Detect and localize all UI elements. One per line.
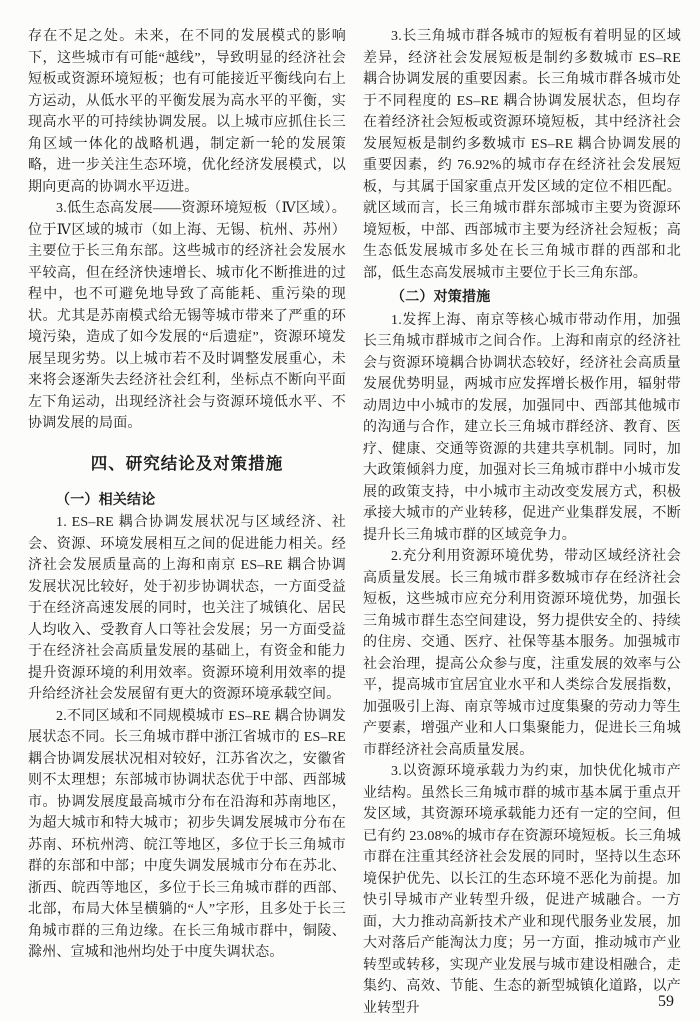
paragraph-item3-low-eco-high-dev: 3.低生态高发展——资源环境短板（Ⅳ区域）。位于Ⅳ区域的城市（如上海、无锡、杭州、苏州）主要位于长三角东部。这些城市的经济社会发展水平较高，但在经济快速增长、城市化不断推进的过程中，也不可避免地导致了高能耗、重污染的现状。尤其是苏南模式给无锡等城市带来了严重的环境污染，造成了如今发展的“后遗症”，资源环境发展呈现劣势。以上城市若不及时调整发展重心，未来将会逐渐失去经济社会红利，坐标点不断向平面左下角运动，出现经济社会与资源环境低水平、不协调发展的局面。 — [28, 201, 346, 431]
page-number: 59 — [658, 993, 674, 1010]
paragraph-measure-2: 2.充分利用资源环境优势，带动区域经济社会高质量发展。长三角城市群多数城市存在经济社会短板，这些城市应充分利用资源环境优势，加强长三角城市群生态空间建设，努力提供安全的、持续的住房、交通、医疗、社保等基本服务。加强城市社会治理，提高公众参与度，注重发展的效率与公平，提高城市宜居宜业水平和人类综合发展指数，加强吸引上海、南京等城市过度集聚的劳动力等生产要素，增强产业和人口集聚能力，促进长三角城市群经济社会高质量发展。 — [363, 549, 681, 758]
right-column — [363, 26, 681, 1019]
paragraph-conclusion-3: 3.长三角城市群各城市的短板有着明显的区域差异，经济社会发展短板是制约多数城市 ES–RE 耦合协调发展的重要因素。长三角城市群各城市处于不同程度的 ES–RE 耦合协调发展状态，但均存在着经济社会短板或资源环境短板，其中经济社会发展短板是制约多数城市 ES–RE 耦合协调发展的重要因素，约 76.92%的城市存在经济社会发展短板，与其属于国家重点开发区域的定位不相匹配。就区域而言，长三角城市群东部城市主要为资源环境短板，中部、西部城市主要为经济社会短板；高生态低发展城市多处在长三角城市群的西部和北部，低生态高发展城市主要位于长三角东部。 — [363, 29, 681, 281]
subsection-heading-countermeasures: （二）对策措施 — [391, 288, 491, 304]
subsection-heading-related-conclusions: （一）相关结论 — [56, 490, 156, 507]
section-heading-conclusions-and-measures: 四、研究结论及对策措施 — [90, 454, 284, 473]
paragraph-conclusion-1: 1. ES–RE 耦合协调发展状况与区域经济、社会、资源、环境发展相互之间的促进能力相关。经济社会发展质量高的上海和南京 ES–RE 耦合协调发展状况比较好，处于初步协调状态，一方面受益于在经济高速发展的同时，也关注了城镇化、居民人均收入、受教育人口等社会发展；另一方面受益于在经济社会高质量发展的基础上，有资金和能力提升资源环境的利用效率。资源环境利用效率的提升给经济社会发展留有更大的资源环境承载空间。 — [28, 515, 346, 702]
paragraph-conclusion-2: 2.不同区域和不同规模城市 ES–RE 耦合协调发展状态不同。长三角城市群中浙江省城市的 ES–RE 耦合协调发展状况相对较好，江苏省次之，安徽省则不太理想；东部城市协调状态优于中部、西部城市。协调发展度最高城市分布在沿海和苏南地区，为超大城市和特大城市；初步失调发展城市分布在苏南、环杭州湾、皖江等地区，多位于长三角城市群的东部和中部；中度失调发展城市分布在苏北、浙西、皖西等地区，多位于长三角城市群的西部、北部，布局大体呈横躺的“人”字形，且多处于长三角城市群的三角边缘。在长三角城市群中，铜陵、滁州、宣城和池州均处于中度失调状态。 — [28, 708, 346, 960]
paragraph-continuation: 存在不足之处。未来，在不同的发展模式的影响下，这些城市有可能“越线”，导致明显的经济社会短板或资源环境短板；也有可能接近平衡线向右上方运动，从低水平的平衡发展为高水平的平衡，实现高水平的可持续协调发展。以上城市应抓住长三角区域一体化的战略机遇，制定新一轮的发展策略，进一步关注生态环境，优化经济发展模式，以期向更高的协调水平迈进。 — [28, 29, 346, 195]
left-column — [28, 26, 346, 1019]
paragraph-measure-1: 1.发挥上海、南京等核心城市带动作用，加强长三角城市群城市之间合作。上海和南京的经济社会与资源环境耦合协调状态较好，经济社会高质量发展优势明显，两城市应发挥增长极作用，辐射带动周边中小城市的发展，加强同中、西部其他城市的沟通与合作，建立长三角城市群经济、教育、医疗、健康、交通等资源的共建共享机制。同时，加大政策倾斜力度，加强对长三角城市群中小城市发展的政策支持，中小城市主动改变发展方式，积极承接大城市的产业转移，促进产业集群发展，不断提升长三角城市群的区域竞争力。 — [363, 312, 681, 543]
paragraph-measure-3: 3.以资源环境承载力为约束，加快优化城市产业结构。虽然长三角城市群的城市基本属于重点开发区域，其资源环境承载能力还有一定的空间，但已有约 23.08%的城市存在资源环境短板。长三角城市群在注重其经济社会发展的同时，坚持以生态环境保护优先、以长江的生态环境不恶化为前提。加快引导城市产业转型升级，促进产城融合。一方面，大力推动高新技术产业和现代服务业发展，加大对落后产能淘汰力度；另一方面，推动城市产业转型或转移，实现产业发展与城市建设相融合，走集约、高效、节能、生态的新型城镇化道路，以产业转型升 — [363, 764, 681, 1016]
